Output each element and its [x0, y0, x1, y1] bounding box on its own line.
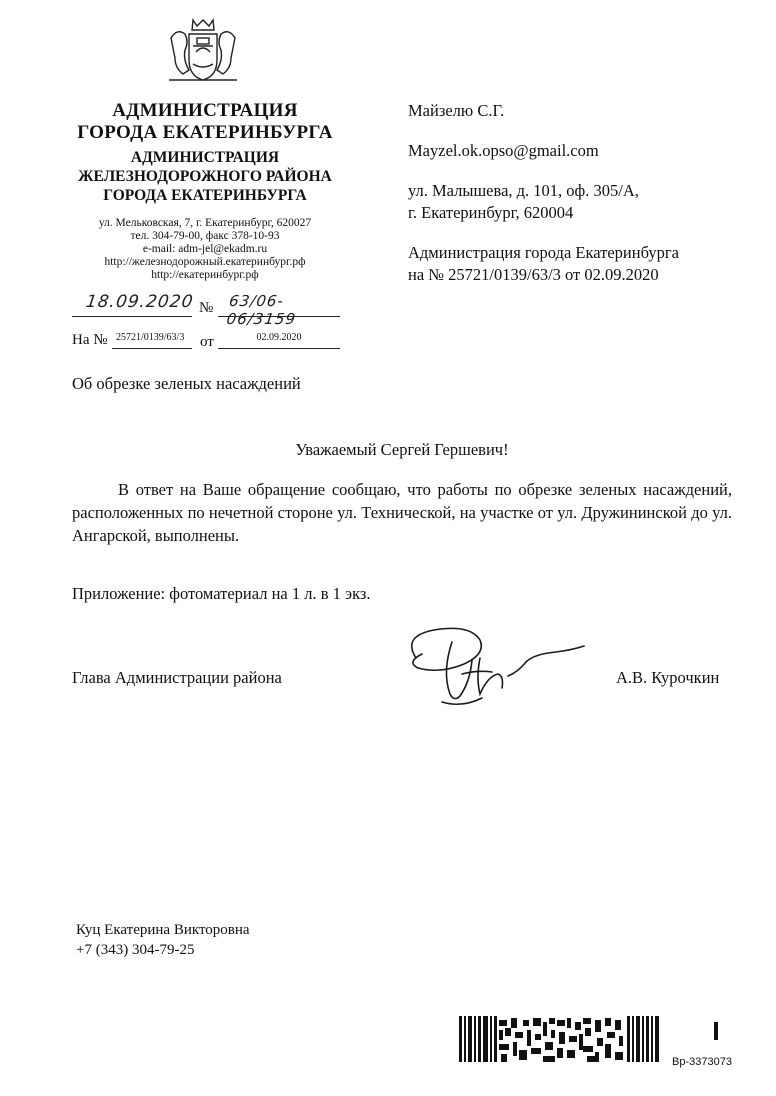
- org-name-line2: ГОРОДА ЕКАТЕРИНБУРГА: [77, 122, 333, 143]
- recipient-name: Майзелю С.Г.: [408, 101, 505, 120]
- recipient-email: Mayzel.ok.opso@gmail.com: [408, 141, 599, 160]
- ref-label: На №: [72, 332, 108, 348]
- executor-name: Куц Екатерина Викторовна: [76, 922, 250, 938]
- reg-date-field: [72, 292, 195, 317]
- ref-date: 02.09.2020: [256, 332, 302, 343]
- ref-date-field: [218, 326, 340, 349]
- attachment-note: Приложение: фотоматериал на 1 л. в 1 экз.: [72, 584, 371, 603]
- sub-org-line3: ГОРОДА ЕКАТЕРИНБУРГА: [103, 187, 307, 204]
- coat-of-arms-emblem: [163, 16, 243, 86]
- sub-org-line2: ЖЕЛЕЗНОДОРОЖНОГО РАЙОНА: [78, 168, 332, 185]
- salutation: Уважаемый Сергей Гершевич!: [295, 440, 509, 459]
- reg-date-handwritten: 18.09.2020: [84, 292, 195, 312]
- recipient-block: [408, 100, 748, 286]
- reg-number-field: [218, 292, 340, 328]
- sender-site2: http://екатеринбург.рф: [151, 269, 259, 281]
- signer-name: А.В. Курочкин: [616, 668, 720, 687]
- sender-phone: тел. 304-79-00, факс 378-10-93: [130, 230, 280, 242]
- executor-block: [76, 920, 250, 960]
- ref-number-field: [112, 326, 192, 349]
- sender-email: e-mail: adm-jel@ekadm.ru: [142, 243, 268, 255]
- ref-number: 25721/0139/63/3: [116, 332, 185, 343]
- barcode-mark: [714, 1022, 718, 1040]
- recipient-address-line1: ул. Малышева, д. 101, оф. 305/А,: [408, 181, 639, 200]
- letter-body: В ответ на Ваше обращение сообщаю, что работы по обрезке зеленых насаждений, расположенных по нечетной стороне ул. Технической, на участке от ул. Дружининской до ул. Ангарской, выполнены.: [72, 480, 732, 545]
- sender-address: ул. Мельковская, 7, г. Екатеринбург, 620027: [98, 217, 312, 229]
- recipient-ref-line2: на № 25721/0139/63/3 от 02.09.2020: [408, 265, 659, 284]
- document-code: Вр-3373073: [672, 1056, 732, 1068]
- signer-position: Глава Администрации района: [72, 668, 282, 687]
- reg-no-label: №: [199, 300, 214, 316]
- recipient-address-line2: г. Екатеринбург, 620004: [408, 203, 574, 222]
- ref-from-label: от: [200, 334, 214, 350]
- sender-site1: http://железнодорожный.екатеринбург.рф: [104, 256, 306, 268]
- recipient-ref-line1: Администрация города Екатеринбурга: [408, 243, 679, 262]
- sub-org-line1: АДМИНИСТРАЦИЯ: [130, 149, 280, 166]
- letter-subject: Об обрезке зеленых насаждений: [72, 374, 301, 393]
- org-name-line1: АДМИНИСТРАЦИЯ: [112, 100, 298, 121]
- executor-phone: +7 (343) 304-79-25: [76, 942, 195, 958]
- sender-header: [52, 100, 358, 282]
- handwritten-signature: [396, 618, 592, 710]
- reg-number-handwritten: 63/06-06/3159: [225, 292, 298, 328]
- document-barcode: [459, 1016, 659, 1062]
